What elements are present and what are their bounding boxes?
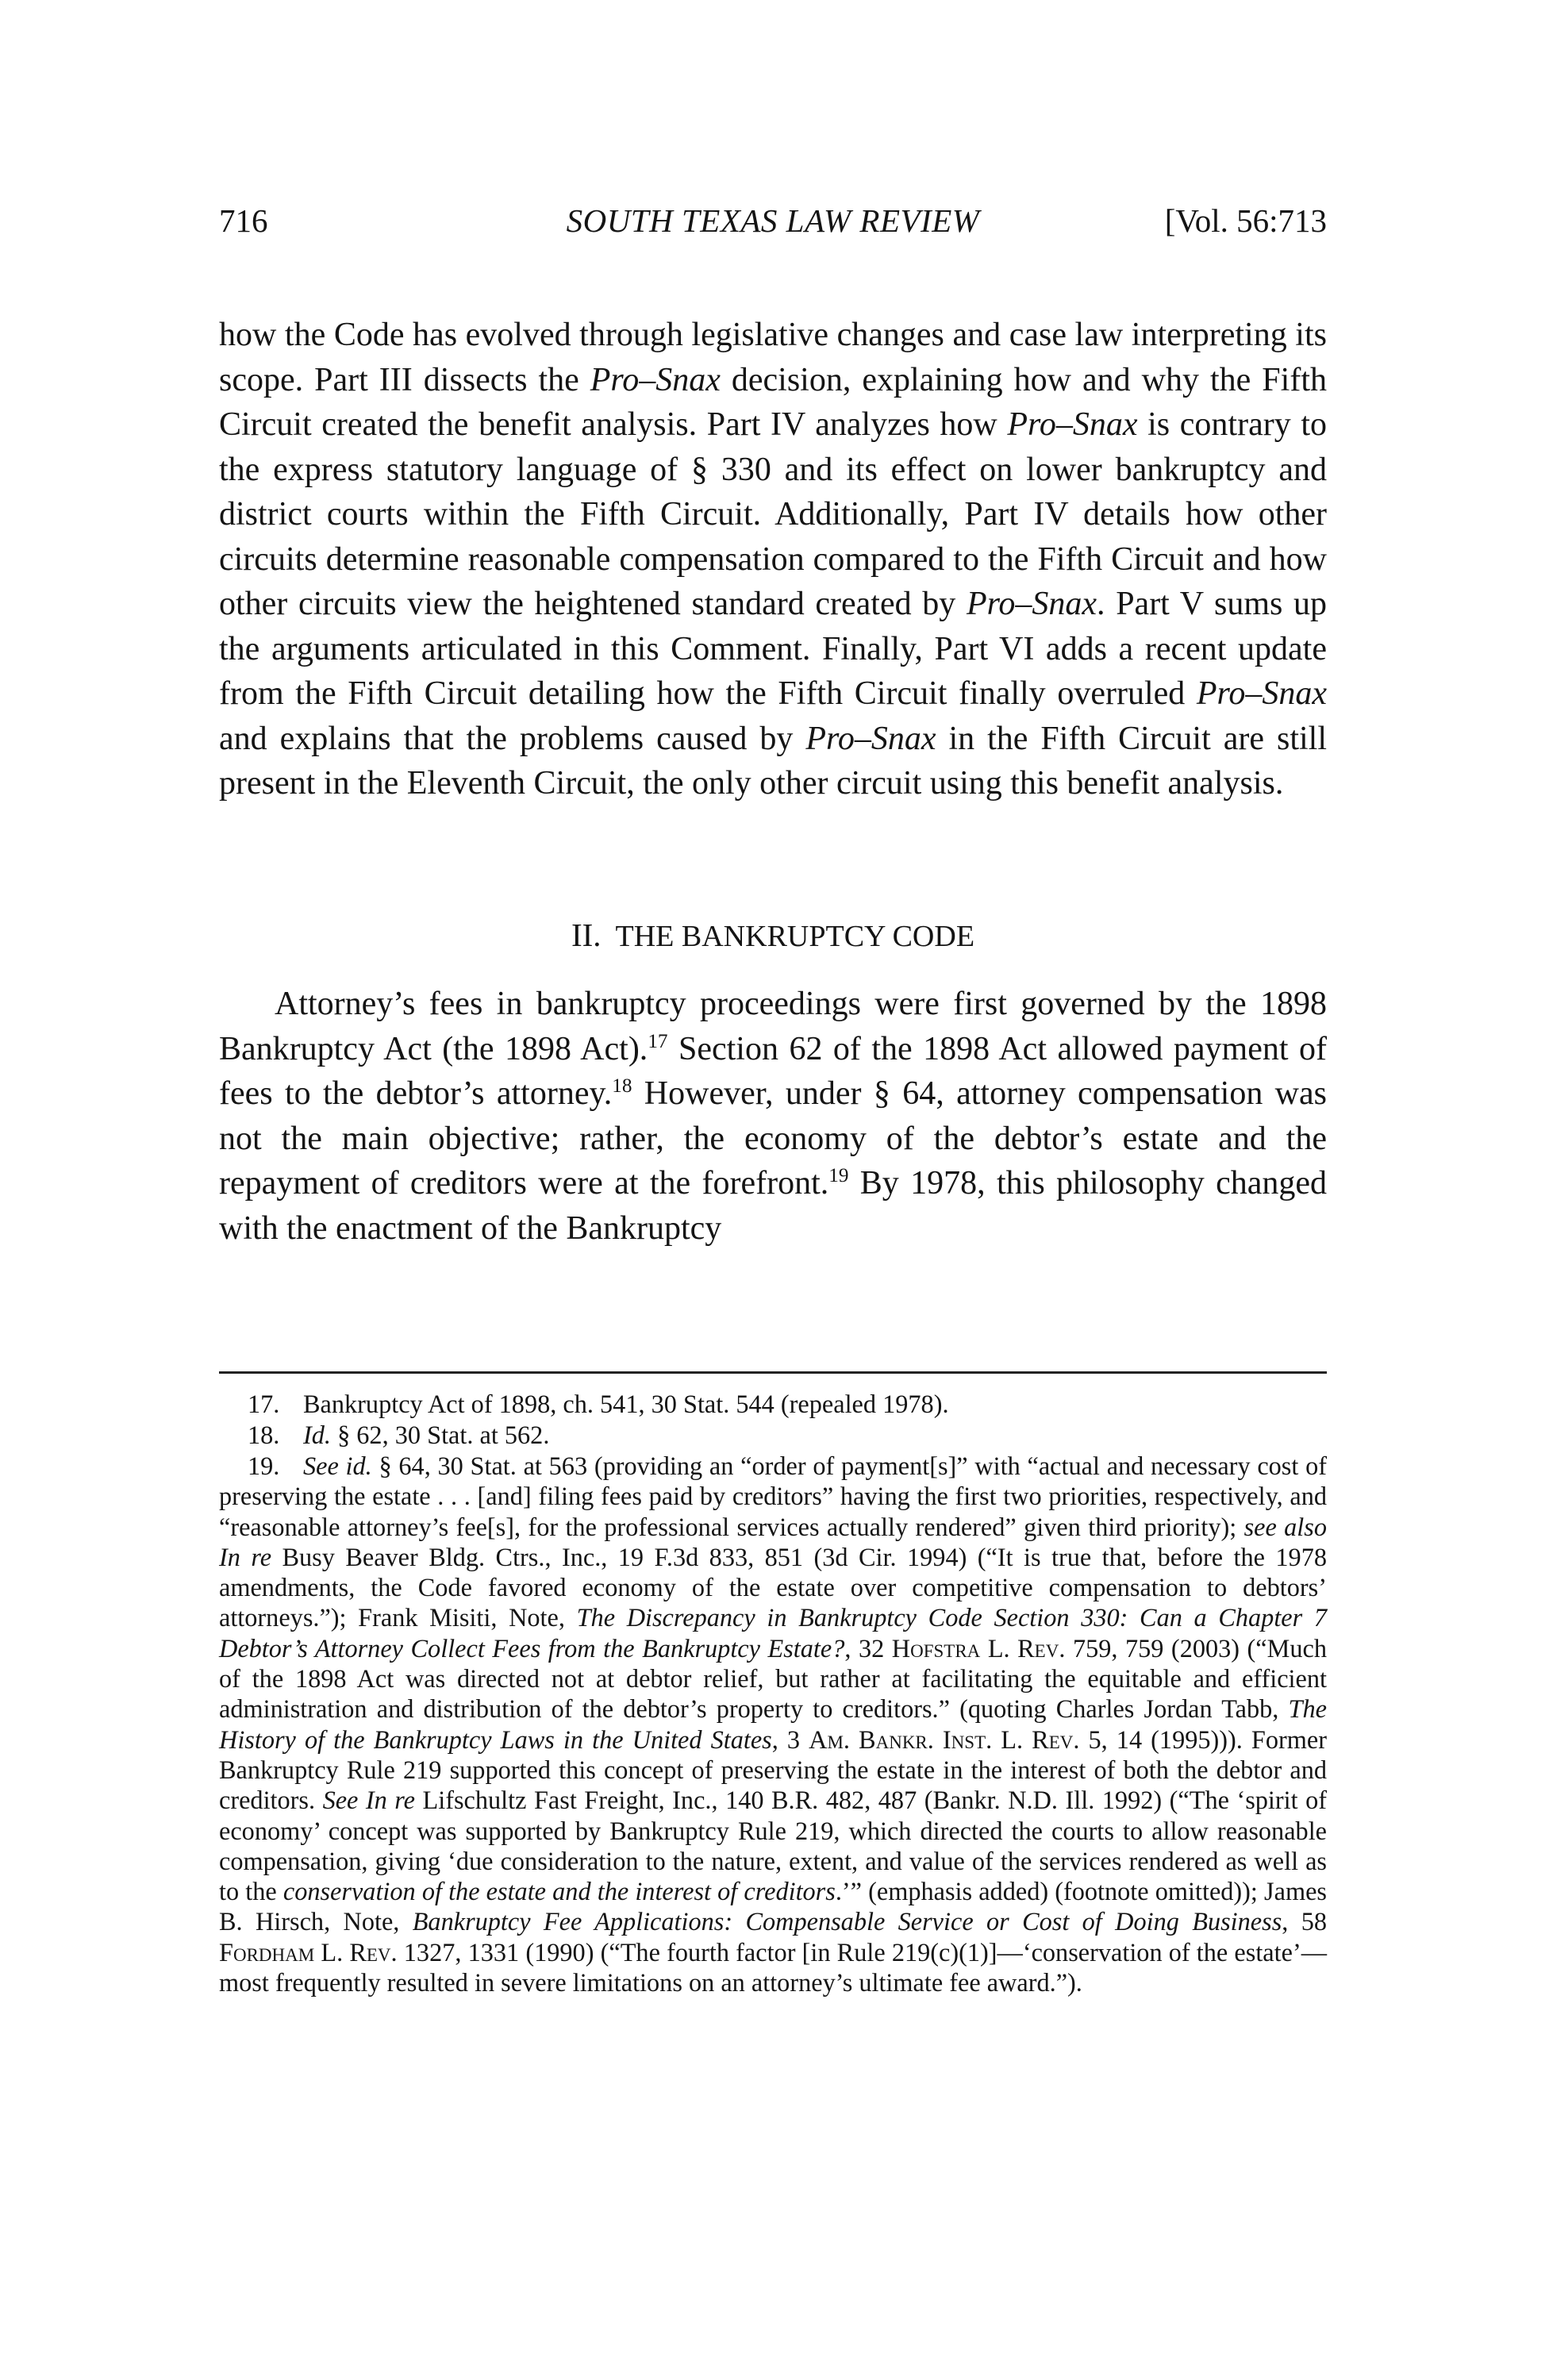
footnote-18 [219,1420,1327,1450]
footnote-ref-17[interactable]: 17 [648,1030,668,1052]
footnote-text: § 62, 30 Stat. at 562. [337,1421,550,1449]
body-paragraph-section-ii: Attorney’s fees in bankruptcy proceedings were first governed by the 1898 Bankruptcy Act (the 1898 Act).$^{17}$ Section 62 of the 1898 Act allowed payment of fees to the debtor’s attorney.$^{18}$ However, under § 64, attorney compensation was not the main objective; rather, the economy of the debtor’s estate and the repayment of creditors were at the forefront.$^{19}$ By 1978, this philosophy changed with the enactment of the Bankruptcy [219,986,1327,1247]
journal-title: SOUTH TEXAS LAW REVIEW [566,202,980,239]
footnote-number: 19. [248,1451,280,1480]
footnote-19: 19. See id. § 64, 30 Stat. at 563 (providing an “order of payment[s]” with “actual and necessary cost of preserving the estate . . . [and] filing fees paid by creditors” having the first two priorities, respectively, and “reasonable attorney’s fee[s], for the professional services actually rendered” given third priority); see also In re Busy Beaver Bldg. Ctrs., Inc., 19 F.3d 833, 851 (3d Cir. 1994) (“It is true that, before the 1978 amendments, the Code favored economy of the estate over competitive compensation to debtors’ attorneys.”); Frank Misiti, Note, The Discrepancy in Bankruptcy Code Section 330: Can a Chapter 7 Debtor’s Attorney Collect Fees from the Bankruptcy Estate?, 32 Hofstra L. Rev. 759, 759 (2003) (“Much of the 1898 Act was directed not at debtor relief, but rather at facilitating the equitable and efficient administration and distribution of the debtor’s property to creditors.” (quoting Charles Jordan Tabb, The History of the Bankruptcy Laws in the United States, 3 Am. Bankr. Inst. L. Rev. 5, 14 (1995))). Former Bankruptcy Rule 219 supported this concept of preserving the estate in the interest of both the debtor and creditors. See In re Lifschultz Fast Freight, Inc., 140 B.R. 482, 487 (Bankr. N.D. Ill. 1992) (“The ‘spirit of economy’ concept was supported by Bankruptcy Rule 219, which directed the courts to allow reasonable compensation, giving ‘due consideration to the nature, extent, and value of the services rendered as well as to the conservation of the estate and the interest of creditors.’” (emphasis added) (footnote omitted)); James B. Hirsch, Note, Bankruptcy Fee Applications: Compensable Service or Cost of Doing Business, 58 Fordham L. Rev. 1327, 1331 (1990) (“The fourth factor [in Rule 219(c)(1)]—‘conservation of the estate’—most frequently resulted in severe limitations on an attorney’s ultimate fee award.”). [219,1451,1328,1997]
footnote-separator [219,1371,1327,1374]
footnote-number: 17. [248,1390,280,1418]
section-heading [219,913,1327,959]
body-paragraph-intro: how the Code has evolved through legislative changes and case law interpreting its scope. Part III dissects the Pro–Snax decision, explaining how and why the Fifth Circuit created the benefit analysis. Part IV analyzes how Pro–Snax is contrary to the express statutory language of § 330 and its effect on lower bankruptcy and district courts within the Fifth Circuit. Additionally, Part IV details how other circuits determine reasonable compensation compared to the Fifth Circuit and how other circuits view the heightened standard created by Pro–Snax. Part V sums up the arguments articulated in this Comment. Finally, Part VI adds a recent update from the Fifth Circuit detailing how the Fifth Circuit finally overruled Pro–Snax and explains that the problems caused by Pro–Snax in the Fifth Circuit are still present in the Eleventh Circuit, the only other circuit using this benefit analysis. [219,317,1328,802]
footnote-17 [219,1389,1327,1419]
section-title: THE BANKRUPTCY CODE [615,920,975,953]
volume-citation: [Vol. 56:713 [1164,202,1327,239]
running-header [219,197,1327,244]
page-number: 716 [219,202,268,239]
footnote-ref-19[interactable]: 19 [828,1165,849,1186]
footnote-ref-18[interactable]: 18 [612,1075,632,1097]
id-signal: Id. [303,1421,331,1449]
footnote-text: Bankruptcy Act of 1898, ch. 541, 30 Stat. 544 (repealed 1978). [303,1390,949,1418]
footnote-number: 18. [248,1421,280,1449]
section-number: II. [571,917,602,953]
